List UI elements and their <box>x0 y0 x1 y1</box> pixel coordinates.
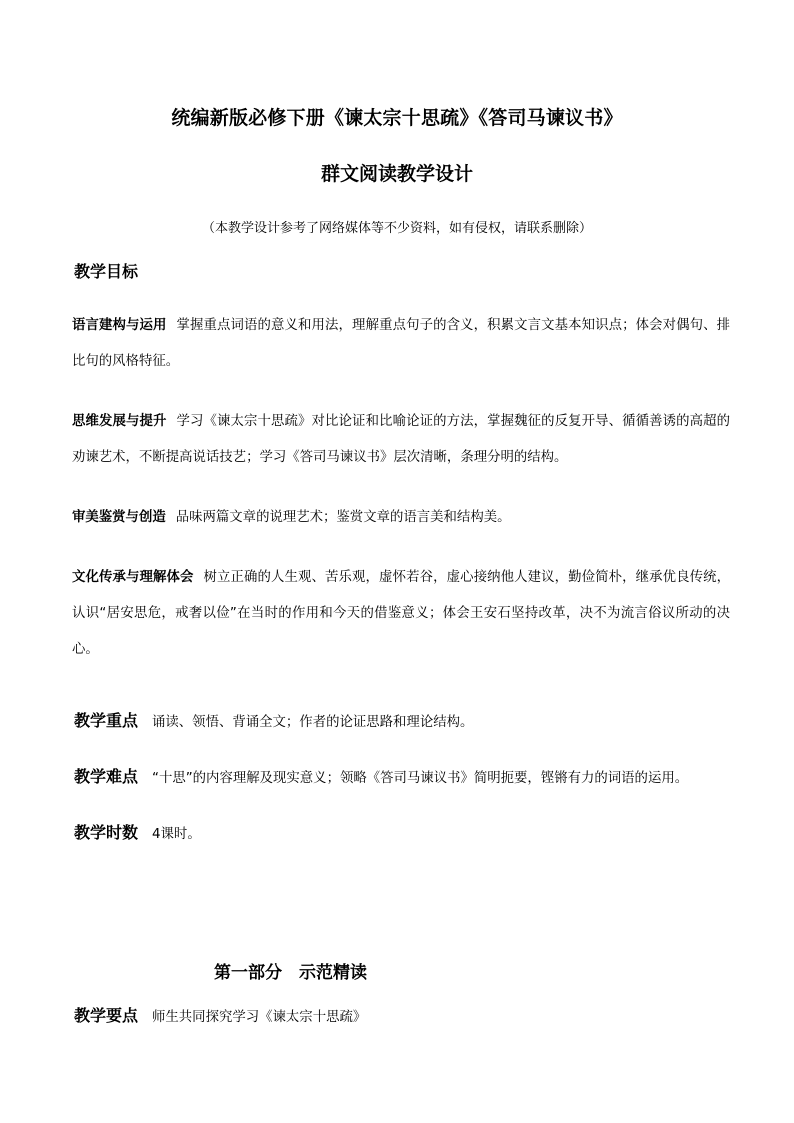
difficulties-row <box>74 764 688 787</box>
goal-label: 语言建构与运用 <box>72 318 167 333</box>
goal-aesthetic <box>72 500 730 536</box>
difficulties-label: 教学难点 <box>74 767 139 786</box>
document-title: 统编新版必修下册《谏太宗十思疏》《答司马谏议书》 <box>171 107 623 129</box>
difficulties-text: “十思”的内容理解及现实意义；领略《答司马谏议书》简明扼要，铿锵有力的词语的运用。 <box>152 771 689 786</box>
focus-row <box>74 1003 366 1026</box>
key-points-label: 教学重点 <box>74 711 139 730</box>
focus-label: 教学要点 <box>74 1006 139 1025</box>
goal-culture <box>72 560 730 668</box>
goal-text: 品味两篇文章的说理艺术；鉴赏文章的语言美和结构美。 <box>175 510 511 525</box>
hours-row <box>74 820 201 843</box>
hours-label: 教学时数 <box>74 823 139 842</box>
goal-label: 审美鉴赏与创造 <box>72 510 166 525</box>
goal-text: 树立正确的人生观、苦乐观，虚怀若谷，虚心接纳他人建议，勤俭简朴，继承优良传统，认识“居安思危，戒奢以俭”在当时的作用和今天的借鉴意义；体会王安石坚持改革，决不为流言俗议所动的决心。 <box>72 570 731 657</box>
part-title: 第一部分 示范精读 <box>214 963 367 983</box>
copyright-note: （本教学设计参考了网络媒体等不少资料，如有侵权，请联系删除） <box>201 221 592 236</box>
document-subtitle: 群文阅读教学设计 <box>320 163 473 185</box>
goal-label: 思维发展与提升 <box>72 414 167 429</box>
goal-text: 学习《谏太宗十思疏》对比论证和比喻论证的方法，掌握魏征的反复开导、循循善诱的高超的劝谏艺术，不断提高说话技艺；学习《答司马谏议书》层次清晰，条理分明的结构。 <box>72 414 731 465</box>
goal-text: 掌握重点词语的意义和用法，理解重点句子的含义，积累文言文基本知识点；体会对偶句、排比句的风格特征。 <box>72 318 731 369</box>
goal-language <box>72 308 730 380</box>
goal-label: 文化传承与理解体会 <box>72 570 194 585</box>
key-points-text: 诵读、领悟、背诵全文；作者的论证思路和理论结构。 <box>152 715 474 730</box>
goal-thinking <box>72 404 730 476</box>
key-points-row <box>74 708 473 731</box>
goals-heading: 教学目标 <box>74 262 139 281</box>
hours-text: 4课时。 <box>152 827 201 842</box>
focus-text: 师生共同探究学习《谏太宗十思疏》 <box>152 1010 367 1025</box>
